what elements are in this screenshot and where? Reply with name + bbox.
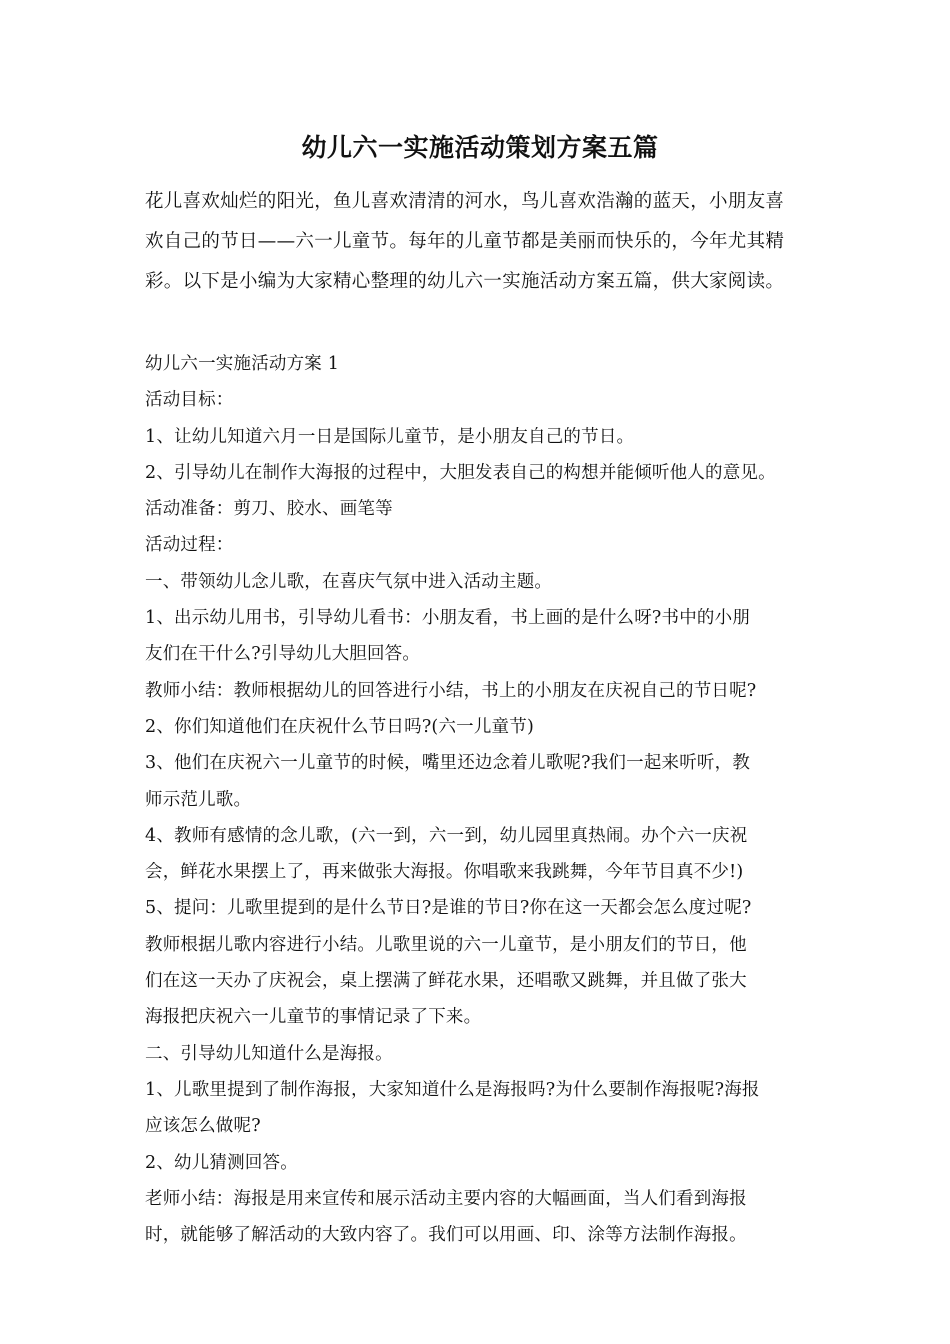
body-line: 活动准备：剪刀、胶水、画笔等 (145, 499, 393, 520)
body-line: 1、让幼儿知道六月一日是国际儿童节，是小朋友自己的节日。 (145, 426, 635, 447)
body-line: 2、幼儿猜测回答。 (145, 1152, 298, 1173)
intro-line: 花儿喜欢灿烂的阳光，鱼儿喜欢清清的河水，鸟儿喜欢浩瀚的蓝天，小朋友喜 (145, 191, 785, 212)
body-line: 活动目标： (145, 390, 234, 411)
body-line: 会，鲜花水果摆上了，再来做张大海报。你唱歌来我跳舞，今年节目真不少!) (145, 862, 744, 883)
document-title: 幼儿六一实施活动策划方案五篇 (301, 133, 659, 162)
body-line: 教师根据儿歌内容进行小结。儿歌里说的六一儿童节，是小朋友们的节日，他 (145, 934, 747, 955)
paragraph-gap (145, 302, 815, 346)
body-line: 二、引导幼儿知道什么是海报。 (145, 1043, 393, 1064)
intro-line: 彩。以下是小编为大家精心整理的幼儿六一实施活动方案五篇，供大家阅读。 (145, 271, 785, 292)
body-line: 时，就能够了解活动的大致内容了。我们可以用画、印、涂等方法制作海报。 (145, 1225, 747, 1246)
body-line: 们在这一天办了庆祝会，桌上摆满了鲜花水果，还唱歌又跳舞，并且做了张大 (145, 971, 747, 992)
body-line: 4、教师有感情的念儿歌，(六一到，六一到，幼儿园里真热闹。办个六一庆祝 (145, 825, 748, 846)
body-line: 1、出示幼儿用书，引导幼儿看书：小朋友看，书上画的是什么呀?书中的小朋 (145, 608, 751, 629)
intro-line: 欢自己的节日——六一儿童节。每年的儿童节都是美丽而快乐的，今年尤其精 (145, 231, 785, 252)
body-line: 老师小结：海报是用来宣传和展示活动主要内容的大幅画面，当人们看到海报 (145, 1188, 747, 1209)
body-line: 3、他们在庆祝六一儿童节的时候，嘴里还边念着儿歌呢?我们一起来听听，教 (145, 753, 751, 774)
body-line: 活动过程： (145, 535, 234, 556)
intro-paragraph (145, 182, 815, 302)
body-line: 教师小结：教师根据幼儿的回答进行小结，书上的小朋友在庆祝自己的节日呢? (145, 680, 757, 701)
body-line: 应该怎么做呢? (145, 1116, 261, 1137)
body-line: 友们在干什么?引导幼儿大胆回答。 (145, 644, 421, 665)
body-line: 2、你们知道他们在庆祝什么节日吗?(六一儿童节) (145, 716, 534, 737)
body-line: 一、带领幼儿念儿歌，在喜庆气氛中进入活动主题。 (145, 571, 553, 592)
body-line: 2、引导幼儿在制作大海报的过程中，大胆发表自己的构想并能倾听他人的意见。 (145, 462, 776, 483)
body-line: 5、提问：儿歌里提到的是什么节日?是谁的节日?你在这一天都会怎么度过呢? (145, 898, 752, 919)
section-heading: 幼儿六一实施活动方案 1 (145, 354, 340, 374)
body-line: 1、儿歌里提到了制作海报，大家知道什么是海报吗?为什么要制作海报呢?海报 (145, 1079, 760, 1100)
body-line: 海报把庆祝六一儿童节的事情记录了下来。 (145, 1007, 482, 1028)
document-page (145, 128, 815, 1253)
plan-body (145, 346, 815, 1253)
body-line: 师示范儿歌。 (145, 789, 252, 810)
